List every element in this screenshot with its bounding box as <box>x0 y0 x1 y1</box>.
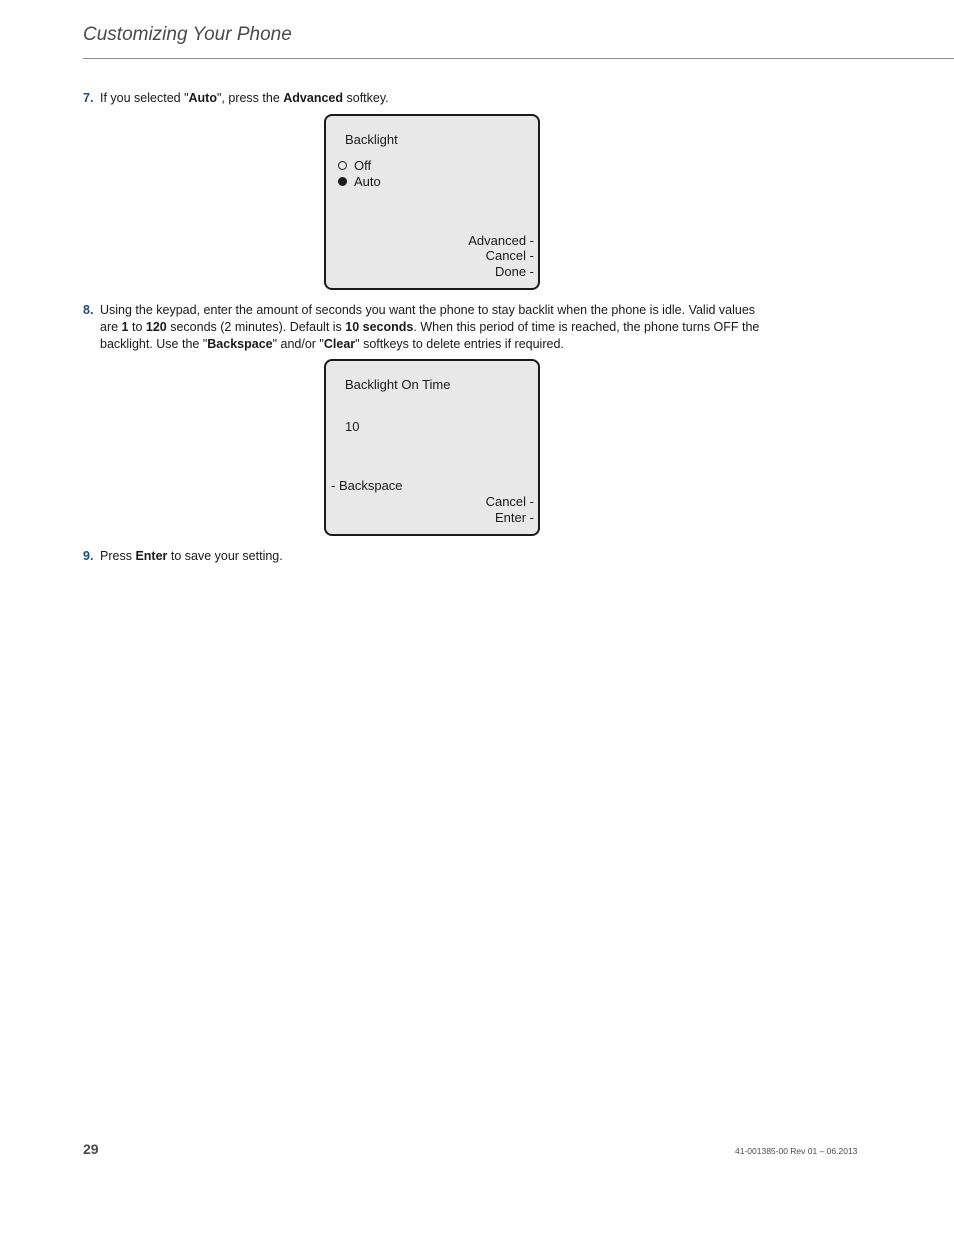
softkey-cancel[interactable]: Cancel - <box>485 494 534 509</box>
softkey-cancel[interactable]: Cancel - <box>485 248 534 263</box>
phone-screen-backlight-on-time <box>324 359 540 536</box>
screen-title: Backlight On Time <box>345 377 451 392</box>
document-id: 41-001385-00 Rev 01 – 06.2013 <box>735 1146 858 1156</box>
step-number: 7. <box>83 91 94 105</box>
step-text: Using the keypad, enter the amount of seconds you want the phone to stay backlit when the phone is idle. Valid values are 1 to 120 seconds (2 minutes). Default is 10 seconds. When this period of time is reached, the phone turns OFF the backlight. Use the "Backspace" and/or "Clear" softkeys to delete entries if required. <box>100 303 760 351</box>
page-number: 29 <box>83 1141 99 1157</box>
step-7 <box>83 90 773 107</box>
option-auto-label: Auto <box>354 174 381 189</box>
radio-off-icon[interactable] <box>338 161 347 170</box>
softkey-backspace[interactable]: - Backspace <box>331 478 403 493</box>
step-text: Press Enter to save your setting. <box>100 549 283 563</box>
page-header-title: Customizing Your Phone <box>83 24 292 45</box>
header-divider <box>83 58 954 59</box>
screen-title: Backlight <box>345 132 398 147</box>
softkey-enter[interactable]: Enter - <box>494 510 534 525</box>
softkey-done[interactable]: Done - <box>494 264 534 279</box>
step-8 <box>83 302 773 353</box>
step-text: If you selected "Auto", press the Advanced softkey. <box>100 91 389 105</box>
step-9 <box>83 548 773 565</box>
softkey-advanced[interactable]: Advanced - <box>468 233 534 248</box>
entry-value[interactable]: 10 <box>345 419 360 434</box>
option-off-label: Off <box>354 158 372 173</box>
step-number: 8. <box>83 303 94 317</box>
phone-screen-backlight <box>324 114 540 290</box>
radio-auto-selected-icon[interactable] <box>338 177 347 186</box>
step-number: 9. <box>83 549 94 563</box>
